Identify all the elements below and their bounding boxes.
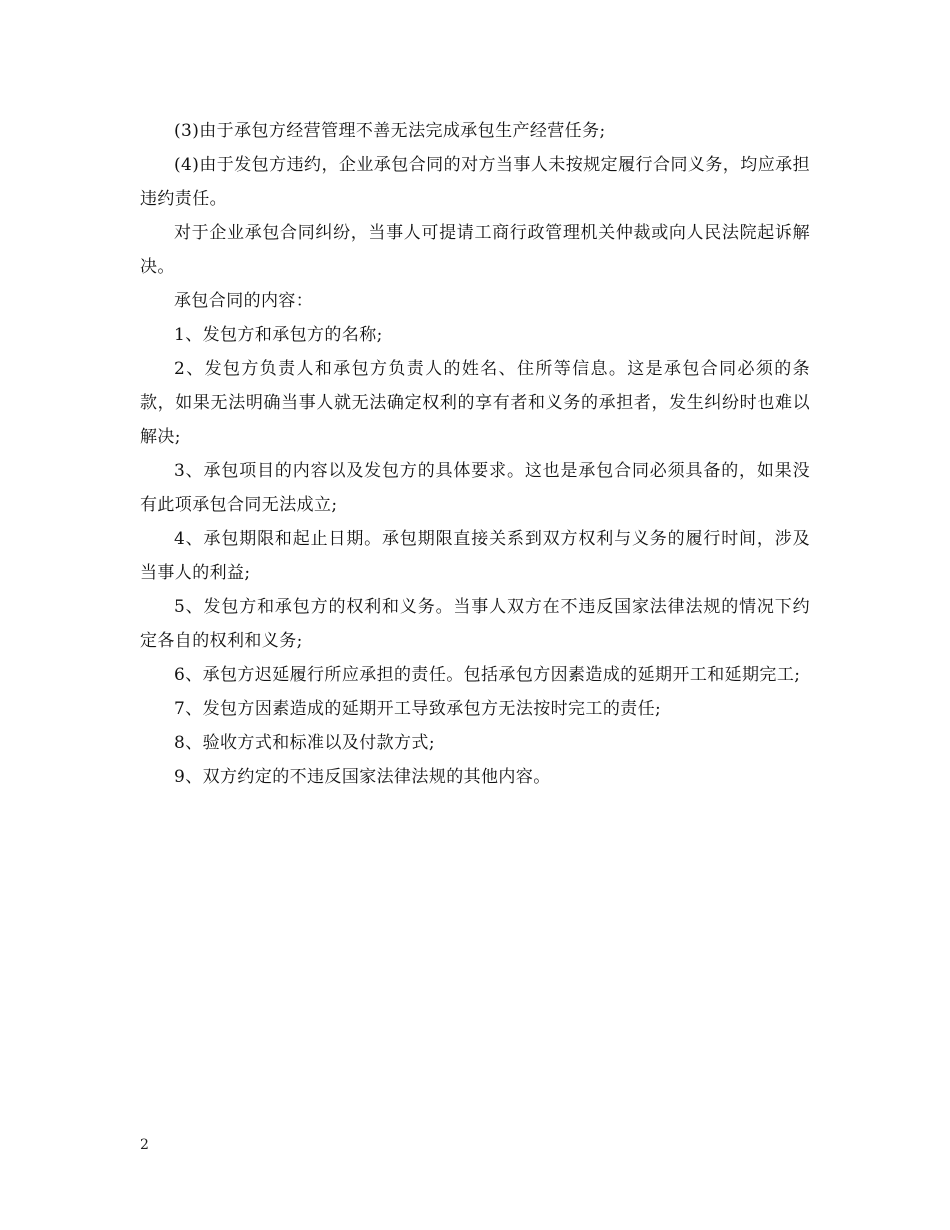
list-item-5: 5、发包方和承包方的权利和义务。当事人双方在不违反国家法律法规的情况下约定各自的权利和义务; (140, 597, 810, 651)
list-item-4: 4、承包期限和起止日期。承包期限直接关系到双方权利与义务的履行时间，涉及当事人的利益; (140, 529, 810, 583)
paragraph-item-3: (3)由于承包方经营管理不善无法完成承包生产经营任务; (174, 121, 606, 141)
document-body (140, 114, 810, 794)
list-item-3: 3、承包项目的内容以及发包方的具体要求。这也是承包合同必须具备的，如果没有此项承包合同无法成立; (140, 461, 810, 515)
section-heading-contract-content: 承包合同的内容： (174, 291, 314, 311)
paragraph-dispute-resolution: 对于企业承包合同纠纷，当事人可提请工商行政管理机关仲裁或向人民法院起诉解决。 (140, 223, 810, 277)
list-item-9: 9、双方约定的不违反国家法律法规的其他内容。 (174, 767, 551, 787)
paragraph-item-4: (4)由于发包方违约，企业承包合同的对方当事人未按规定履行合同义务，均应承担违约责任。 (140, 155, 810, 209)
list-item-1: 1、发包方和承包方的名称; (174, 325, 383, 345)
list-item-8: 8、验收方式和标准以及付款方式; (174, 733, 435, 753)
list-item-2: 2、发包方负责人和承包方负责人的姓名、住所等信息。这是承包合同必须的条款，如果无法明确当事人就无法确定权利的享有者和义务的承担者，发生纠纷时也难以解决; (140, 359, 810, 447)
list-item-6: 6、承包方迟延履行所应承担的责任。包括承包方因素造成的延期开工和延期完工; (174, 665, 801, 685)
list-item-7: 7、发包方因素造成的延期开工导致承包方无法按时完工的责任; (174, 699, 662, 719)
page-number: 2 (140, 1137, 149, 1153)
